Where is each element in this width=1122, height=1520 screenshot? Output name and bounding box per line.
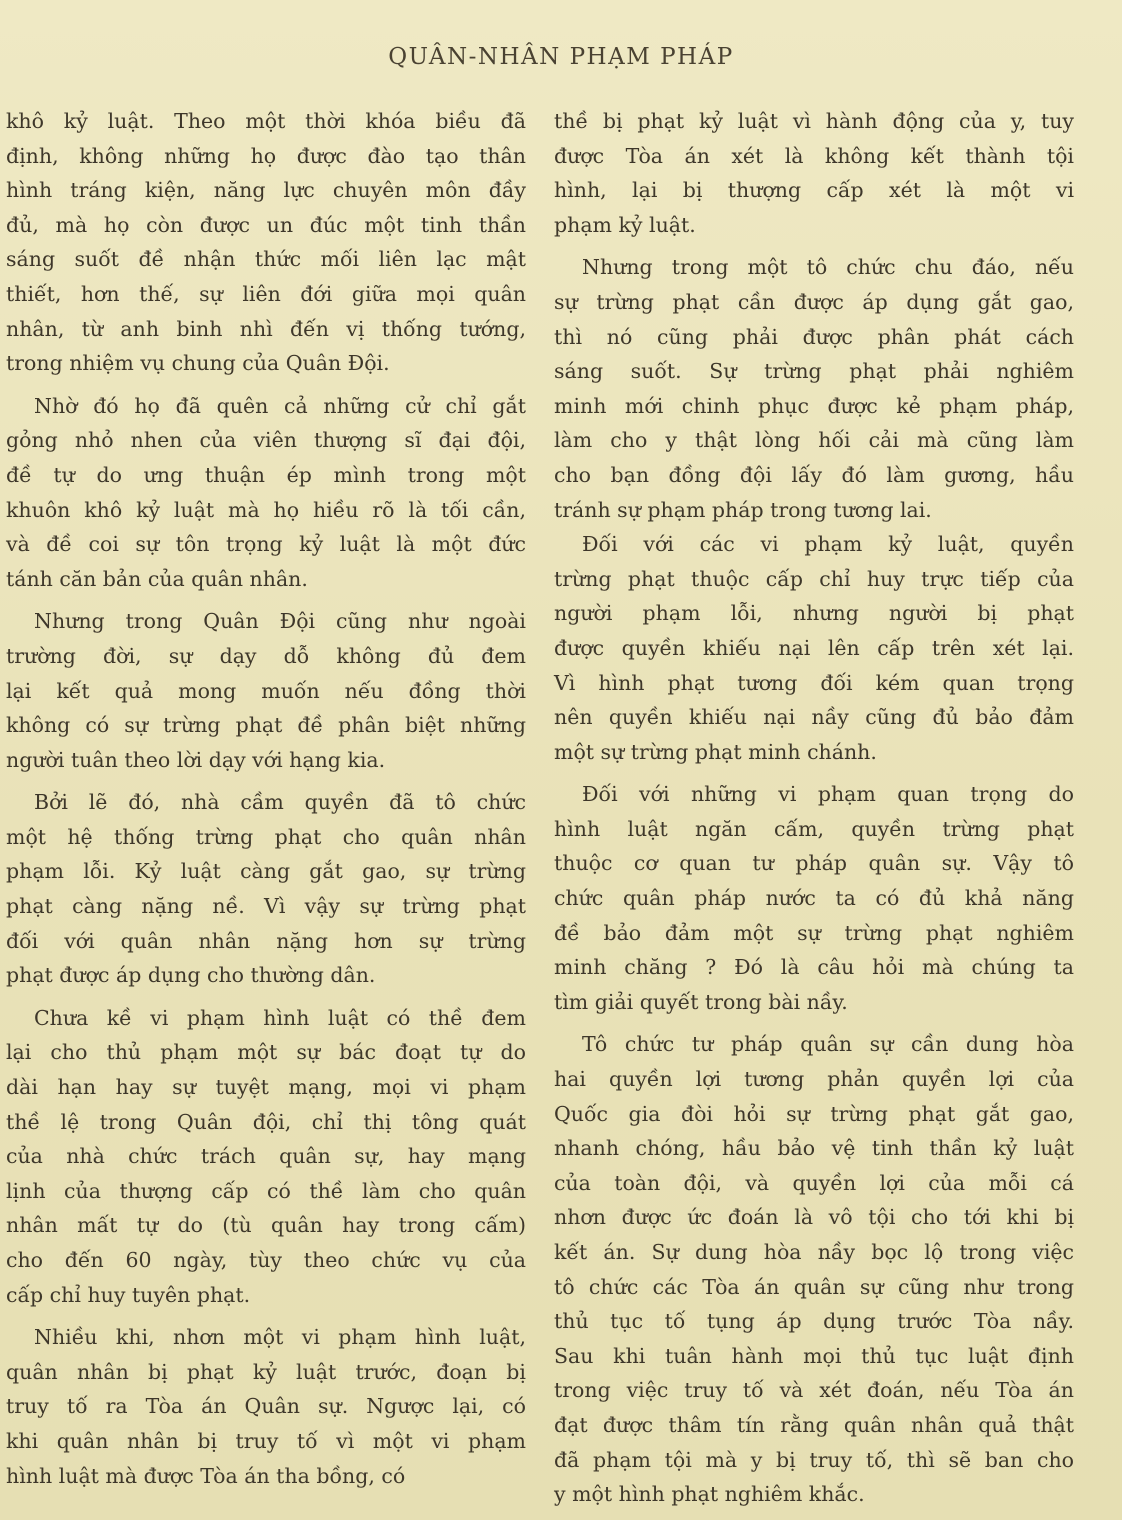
text-line: được Tòa án xét là không kết thành tội — [554, 143, 1074, 168]
paragraph — [554, 777, 1074, 1019]
text-line: của nhà chức trách quân sự, hay mạng — [6, 1144, 526, 1169]
text-line: Bởi lẽ đó, nhà cầm quyền đã tô chức — [34, 790, 526, 815]
text-line: phạt càng nặng nề. Vì vậy sự trừng phạt — [6, 894, 526, 919]
paragraph — [6, 389, 526, 597]
text-line: Nhưng trong một tô chức chu đáo, nếu — [582, 255, 1074, 280]
text-line: phạm lỗi. Kỷ luật càng gắt gao, sự trừng — [6, 859, 526, 884]
text-line: tô chức các Tòa án quân sự cũng như trong — [554, 1274, 1074, 1299]
text-line: Chưa kề vi phạm hình luật có thề đem — [34, 1005, 526, 1030]
text-line: phạt được áp dụng cho thường dân. — [6, 963, 376, 988]
text-line: trừng phạt thuộc cấp chỉ huy trực tiếp của — [554, 566, 1074, 591]
text-line: sáng suốt đề nhận thức mối liên lạc mật — [6, 247, 526, 272]
text-line: sáng suốt. Sự trừng phạt phải nghiêm — [554, 359, 1074, 384]
text-line: đạt được thâm tín rằng quân nhân quả thật — [554, 1412, 1074, 1437]
text-line: lại cho thủ phạm một sự bác đoạt tự do — [6, 1040, 526, 1065]
text-line: nhơn được ức đoán là vô tội cho tới khi bị — [554, 1205, 1074, 1230]
text-line: định, không những họ được đào tạo thân — [6, 143, 526, 168]
paragraph — [6, 1320, 526, 1493]
text-line: người phạm lỗi, nhưng người bị phạt — [554, 601, 1074, 626]
text-line: một sự trừng phạt minh chánh. — [554, 739, 877, 764]
text-line: hình tráng kiện, năng lực chuyên môn đầy — [6, 178, 526, 203]
text-line: nhanh chóng, hầu bảo vệ tinh thần kỷ luật — [554, 1136, 1074, 1161]
text-line: kết án. Sự dung hòa nầy bọc lộ trong việc — [554, 1240, 1074, 1264]
text-line: được quyền khiếu nại lên cấp trên xét lại. — [554, 635, 1074, 660]
paragraph — [6, 1001, 526, 1312]
text-line: cấp chỉ huy tuyên phạt. — [6, 1282, 251, 1307]
text-line: truy tố ra Tòa án Quân sự. Ngược lại, có — [6, 1394, 526, 1419]
text-line: lại kết quả mong muốn nếu đồng thời — [6, 678, 526, 703]
text-line: minh mới chinh phục được kẻ phạm pháp, — [554, 393, 1074, 418]
text-line: nhân mất tự do (tù quân hay trong cấm) — [6, 1213, 526, 1238]
paragraph — [554, 104, 1074, 242]
text-line: trong việc truy tố và xét đoán, nếu Tòa án — [554, 1378, 1074, 1403]
text-line: nên quyền khiếu nại nầy cũng đủ bảo đảm — [554, 705, 1074, 730]
text-line: dài hạn hay sự tuyệt mạng, mọi vi phạm — [6, 1075, 526, 1100]
text-line: quân nhân bị phạt kỷ luật trước, đoạn bị — [6, 1359, 526, 1384]
text-line: chức quân pháp nước ta có đủ khả năng — [554, 886, 1074, 911]
text-line: đã phạm tội mà y bị truy tố, thì sẽ ban cho — [554, 1447, 1074, 1472]
text-line: thề lệ trong Quân đội, chỉ thị tông quát — [6, 1109, 526, 1134]
text-line: làm cho y thật lòng hối cải mà cũng làm — [554, 428, 1074, 453]
text-line: đủ, mà họ còn được un đúc một tinh thần — [6, 212, 526, 237]
text-line: thủ tục tố tụng áp dụng trước Tòa nầy. — [554, 1309, 1074, 1334]
text-line: khô kỷ luật. Theo một thời khóa biều đã — [6, 109, 526, 133]
text-line: trong nhiệm vụ chung của Quân Đội. — [6, 351, 390, 376]
text-line: Đối với những vi phạm quan trọng do — [582, 782, 1074, 807]
text-line: của toàn đội, và quyền lợi của mỗi cá — [554, 1170, 1074, 1195]
paragraph — [554, 250, 1074, 527]
text-line: Nhờ đó họ đã quên cả những cử chỉ gắt — [34, 393, 526, 418]
right-column — [554, 104, 1074, 1520]
paragraph — [6, 785, 526, 993]
text-line: tánh căn bản của quân nhân. — [6, 566, 308, 591]
text-line: thì nó cũng phải được phân phát cách — [554, 324, 1074, 349]
text-line: tìm giải quyết trong bài nầy. — [554, 989, 848, 1014]
text-line: thiết, hơn thế, sự liên đới giữa mọi quân — [6, 281, 526, 306]
text-line: thuộc cơ quan tư pháp quân sự. Vậy tô — [554, 851, 1074, 876]
text-line: cho bạn đồng đội lấy đó làm gương, hầu — [554, 462, 1074, 487]
text-line: phạm kỷ luật. — [554, 212, 696, 237]
text-line: Vì hình phạt tương đối kém quan trọng — [554, 670, 1074, 695]
text-line: đối với quân nhân nặng hơn sự trừng — [6, 928, 526, 953]
text-line: hai quyền lợi tương phản quyền lợi của — [554, 1067, 1074, 1092]
paragraph — [554, 527, 1074, 769]
text-line: Tô chức tư pháp quân sự cần dung hòa — [582, 1032, 1074, 1057]
text-line: Nhiều khi, nhơn một vi phạm hình luật, — [34, 1325, 526, 1350]
text-line: trường đời, sự dạy dỗ không đủ đem — [6, 643, 526, 668]
paragraph — [6, 104, 526, 381]
text-line: Nhưng trong Quân Đội cũng như ngoài — [34, 609, 526, 634]
text-line: hình, lại bị thượng cấp xét là một vi — [554, 178, 1074, 203]
text-line: khi quân nhân bị truy tố vì một vi phạm — [6, 1428, 526, 1453]
text-line: tránh sự phạm pháp trong tương lai. — [554, 497, 932, 522]
text-line: đề bảo đảm một sự trừng phạt nghiêm — [554, 920, 1074, 945]
text-line: người tuân theo lời dạy với hạng kia. — [6, 747, 386, 772]
text-line: Đối với các vi phạm kỷ luật, quyền — [582, 532, 1074, 557]
text-line: nhân, từ anh binh nhì đến vị thống tướng, — [6, 316, 526, 341]
text-line: Sau khi tuân hành mọi thủ tục luật định — [554, 1343, 1074, 1368]
text-line: sự trừng phạt cần được áp dụng gắt gao, — [554, 289, 1074, 314]
text-line: lịnh của thượng cấp có thề làm cho quân — [6, 1178, 526, 1203]
text-line: gỏng nhỏ nhen của viên thượng sĩ đại đội, — [6, 428, 526, 453]
paragraph — [554, 1027, 1074, 1511]
text-line: không có sự trừng phạt đề phân biệt những — [6, 713, 526, 738]
text-line: khuôn khô kỷ luật mà họ hiều rõ là tối cần, — [6, 497, 526, 522]
left-column — [6, 104, 526, 1501]
text-line: Quốc gia đòi hỏi sự trừng phạt gắt gao, — [554, 1101, 1074, 1126]
text-line: y một hình phạt nghiêm khắc. — [554, 1482, 865, 1507]
paragraph — [6, 604, 526, 777]
page-header: QUÂN-NHÂN PHẠM PHÁP — [388, 44, 734, 70]
text-line: hình luật mà được Tòa án tha bồng, có — [6, 1463, 406, 1488]
text-line: đề tự do ưng thuận ép mình trong một — [6, 462, 526, 487]
text-line: cho đến 60 ngày, tùy theo chức vụ của — [6, 1248, 526, 1272]
text-line: hình luật ngăn cấm, quyền trừng phạt — [554, 816, 1074, 841]
text-line: thề bị phạt kỷ luật vì hành động của y, tuy — [554, 109, 1074, 133]
text-line: và đề coi sự tôn trọng kỷ luật là một đức — [6, 532, 526, 557]
text-line: minh chăng ? Đó là câu hỏi mà chúng ta — [554, 955, 1074, 980]
text-line: một hệ thống trừng phạt cho quân nhân — [6, 824, 526, 849]
